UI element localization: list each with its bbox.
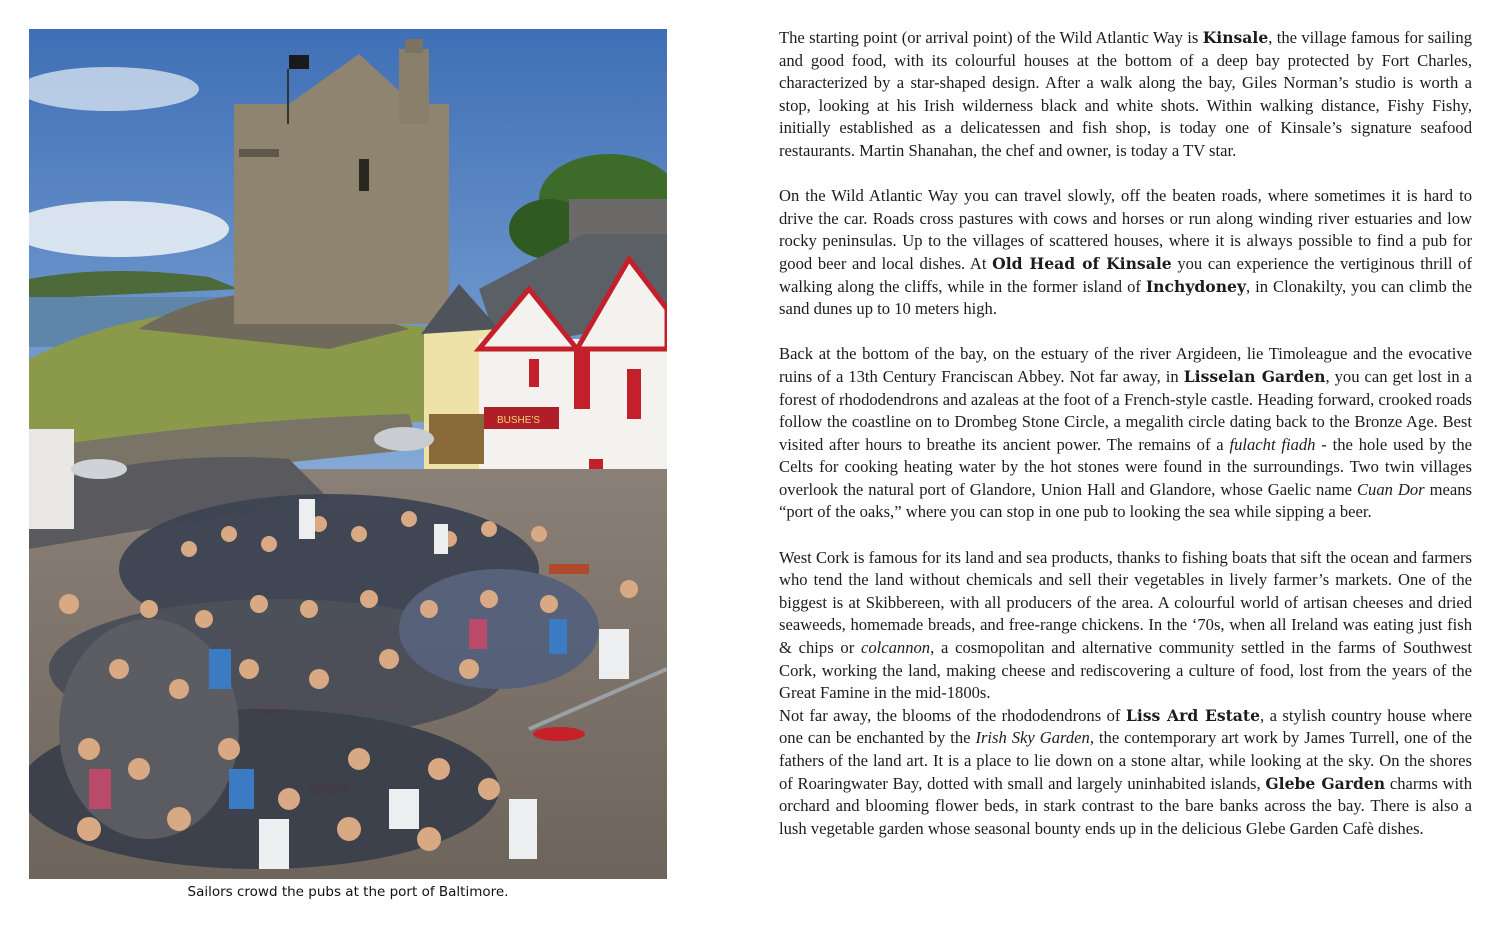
- paragraph-kinsale: The starting point (or arrival point) of the Wild Atlantic Way is Kinsale, the village famous for sailing and good food, with its colourful houses at the bottom of a deep bay protected by Fort Charles, characterized by a star-shaped design. After a walk along the bay, Giles Norman’s studio is worth a stop, looking at his Irish wilderness black and white shots. Within walking distance, Fishy Fishy, initially established as a delicatessen and fish shop, is today one of Kinsale’s signature seafood restaurants. Martin Shanahan, the chef and owner, is today a TV star.: [779, 28, 1473, 160]
- paragraph-west-cork: West Cork is famous for its land and sea products, thanks to fishing boats that sift the ocean and farmers who tend the land without chemicals and sell their vegetables in lively farmer’s markets. One of the biggest is at Skibbereen, with all producers of the area. A colourful world of artisan cheeses and dried seaweeds, homemade breads, and free-range chickens. In the ‘70s, when all Ireland was eating just fish & chips or colcannon, a cosmopolitan and alternative community settled in the farms of Southwest Cork, working the land, making cheese and rediscovering a culture of food, lost from the years of the Great Famine in the mid-1800s.: [779, 547, 1472, 703]
- paragraph-wild-atlantic-way: On the Wild Atlantic Way you can travel slowly, off the beaten roads, where sometimes it is hard to drive the car. Roads cross pastures with cows and horses or run along winding river estuaries and low rocky peninsulas. Up to the villages of scattered houses, where it is always possible to find a pub for good beer and local dishes. At Old Head of Kinsale you can experience the vertiginous thrill of walking along the cliffs, while in the former island of Inchydoney, in Clonakilty, you can climb the sand dunes up to 10 meters high.: [779, 186, 1472, 319]
- pub-sign: BUSHE'S: [497, 415, 541, 426]
- baltimore-photo: [29, 29, 667, 879]
- paragraph-liss-ard: Not far away, the blooms of the rhododendrons of Liss Ard Estate, a stylish country house where one can be enchanted by the Irish Sky Garden, the contemporary art work by James Turrell, one of the fathers of the land art. It is a place to lie down on a stone altar, while looking at the sky. On the shores of Roaringwater Bay, dotted with small and largely uninhabited islands, Glebe Garden charms with orchard and blooming flower beds, in stark contrast to the bare banks across the bay. There is also a lush vegetable garden whose seasonal bounty ends up in the delicious Glebe Garden Cafè dishes.: [779, 705, 1473, 838]
- photo-caption: Sailors crowd the pubs at the port of Baltimore.: [187, 884, 509, 900]
- article-text: [779, 27, 1472, 840]
- paragraph-timoleague: Back at the bottom of the bay, on the estuary of the river Argideen, lie Timoleague and the evocative ruins of a 13th Century Franciscan Abbey. Not far away, in Lisselan Garden, you can get lost in a forest of rhododendrons and azaleas at the foot of a French-style castle. Heading forward, crooked roads follow the coastline on to Drombeg Stone Circle, a megalith circle dating back to the Bronze Age. Best visited after hours to breathe its ancient power. The remains of a fulacht fiadh - the hole used by the Celts for cooking heating water by the hot stones were found in the surroundings. Two twin villages overlook the natural port of Glandore, Union Hall and Glandore, whose Gaelic name Cuan Dor means “port of the oaks,” where you can stop in one pub to looking the sea while sipping a beer.: [779, 344, 1472, 522]
